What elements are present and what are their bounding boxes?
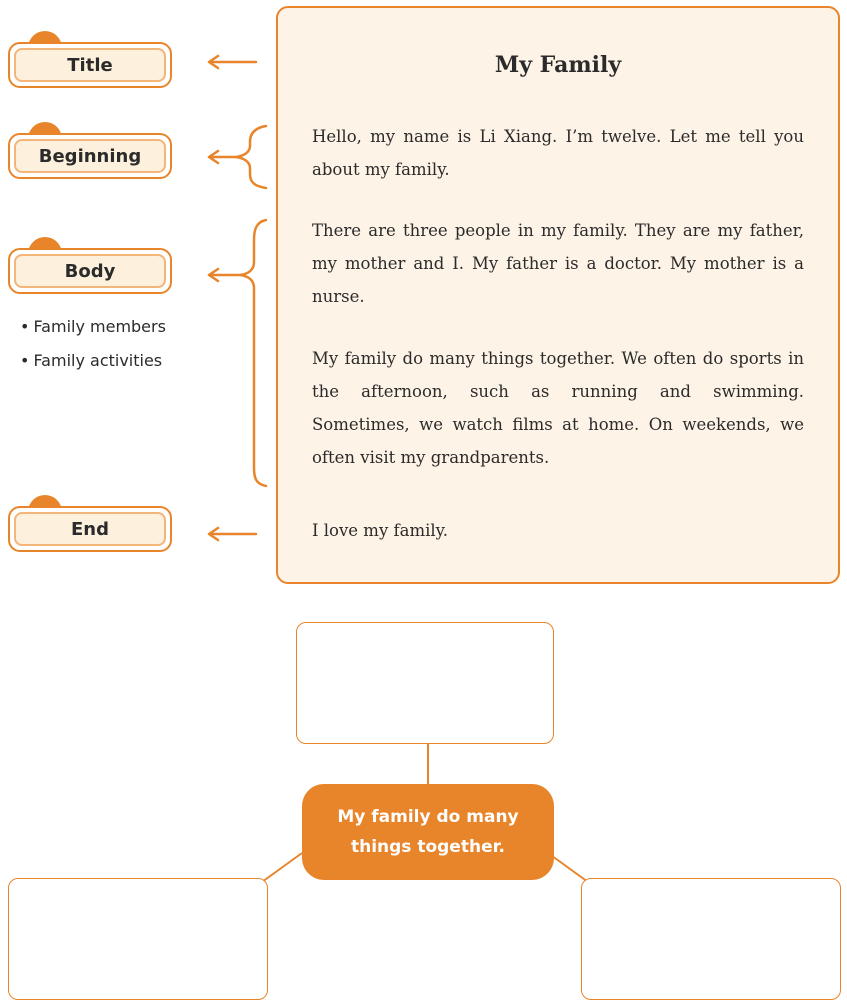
body-arrow-icon <box>209 269 240 281</box>
mindmap-box-top[interactable] <box>296 622 554 744</box>
essay-box <box>276 6 840 584</box>
beginning-brace-icon <box>236 126 266 188</box>
mindmap-box-left[interactable] <box>8 878 268 1000</box>
essay-paragraph-end: I love my family. <box>312 521 449 540</box>
body-brace-icon <box>240 220 266 486</box>
essay-paragraph-activities: My family do many things together. We often do sports in the afternoon, such as running and swimming. Sometimes, we watch films at home. On weekends, we often visit my grandparents. <box>312 349 804 467</box>
beginning-arrow-icon <box>209 151 236 163</box>
title-arrow-icon <box>209 56 256 68</box>
bullet-family-activities: • Family activities <box>20 350 166 384</box>
body-label: Body <box>64 260 116 282</box>
connector-left <box>262 853 302 882</box>
essay-paragraph-members: There are three people in my family. They are my father, my mother and I. My father is a doctor. My mother is a nurse. <box>312 221 804 306</box>
essay-paragraph-beginning: Hello, my name is Li Xiang. I’m twelve. Let me tell you about my family. <box>312 127 804 179</box>
bullet-family-members: • Family members <box>20 316 166 350</box>
end-label: End <box>71 518 109 540</box>
center-line-2: things together. <box>350 837 506 857</box>
end-arrow-icon <box>209 528 256 540</box>
center-line-1: My family do many <box>337 807 519 827</box>
mindmap-box-right[interactable] <box>581 878 841 1000</box>
title-label: Title <box>67 54 113 76</box>
essay-title: My Family <box>494 52 622 78</box>
mindmap-center-node <box>302 784 554 880</box>
connector-right <box>548 853 588 882</box>
beginning-label: Beginning <box>38 145 142 167</box>
